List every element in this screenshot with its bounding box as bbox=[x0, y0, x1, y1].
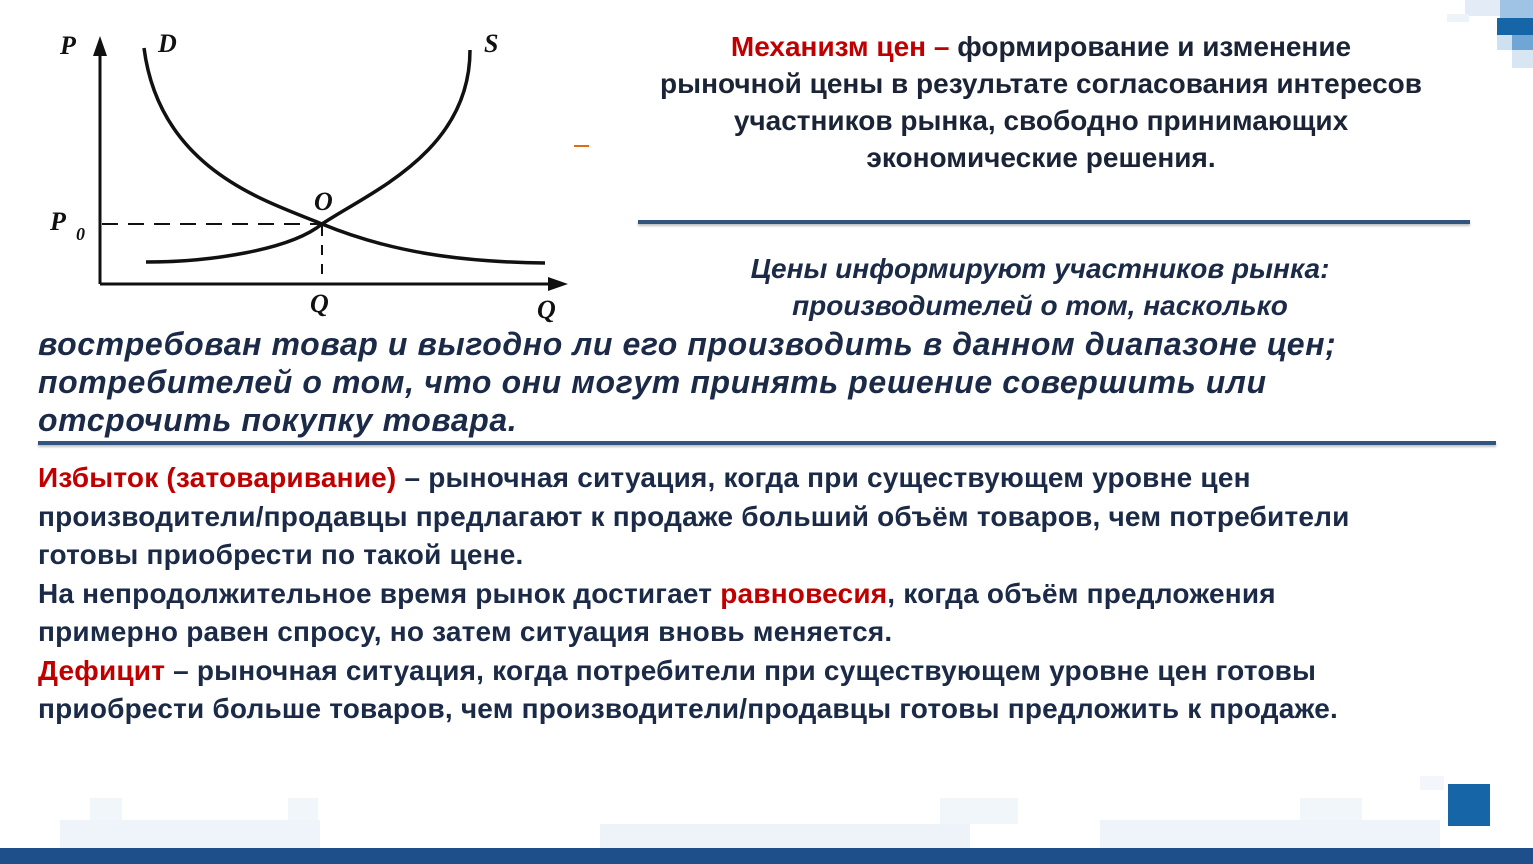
point-label-o: O bbox=[314, 187, 333, 216]
curve-label-s: S bbox=[484, 29, 499, 58]
demand-curve bbox=[144, 48, 545, 263]
price-mechanism-definition: Механизм цен – формирование и изменение рыночной цены в результате согласования интересов участников рынка, свободно принимающих экономические решения. bbox=[660, 31, 1422, 173]
equilibrium-statement: На непродолжительное время рынок достигает равновесия, когда объём предложения bbox=[38, 577, 1276, 609]
info-intro: Цены информируют участников рынка: производителей о том, насколько bbox=[750, 253, 1330, 321]
deficit-definition: Дефицит – рыночная ситуация, когда потребители при существующем уровне цен готовы bbox=[38, 654, 1317, 686]
bottom-bar bbox=[0, 848, 1533, 864]
market-situations: Избыток (затоваривание) – рыночная ситуация, когда при существующем уровне цен производители/продавцы предлагают к продаже больший объём товаров, чем потребители готовы приобрести по такой цене. На непродолжительное время рынок достигает равновесия, когда объём предложения примерно равен спросу, но затем ситуация вновь меняется. Дефицит – рыночная ситуация, когда потребители при существующем уровне цен готовы приобрести больше товаров, чем производители/продавцы готовы предложить к продаже. bbox=[38, 459, 1518, 729]
orange-dash-mark bbox=[574, 145, 589, 147]
curve-label-d: D bbox=[158, 29, 177, 58]
term-surplus: Избыток (затоваривание) bbox=[38, 462, 397, 493]
axis-label-q: Q bbox=[537, 295, 556, 324]
label-p0: P bbox=[50, 207, 66, 236]
term-price-mechanism: Механизм цен bbox=[730, 31, 927, 62]
divider-top bbox=[638, 220, 1470, 224]
divider-middle bbox=[38, 441, 1496, 445]
term-equilibrium: равновесия bbox=[720, 577, 888, 609]
supply-demand-diagram bbox=[40, 22, 580, 332]
label-p0-subscript: 0 bbox=[76, 224, 85, 244]
label-q-equilibrium: Q bbox=[310, 289, 329, 318]
p-axis-arrow bbox=[93, 36, 107, 56]
axis-label-p: P bbox=[60, 31, 76, 60]
supply-curve bbox=[146, 50, 470, 262]
decor-square bbox=[1448, 784, 1490, 826]
surplus-definition: Избыток (затоваривание) – рыночная ситуация, когда при существующем уровне цен bbox=[38, 462, 1251, 493]
term-deficit: Дефицит bbox=[38, 654, 166, 686]
info-continuation: востребован товар и выгодно ли его производить в данном диапазоне цен; потребителей о том, что они могут принять решение совершить или отсрочить покупку товара. bbox=[38, 326, 1337, 438]
q-axis-arrow bbox=[548, 277, 568, 291]
